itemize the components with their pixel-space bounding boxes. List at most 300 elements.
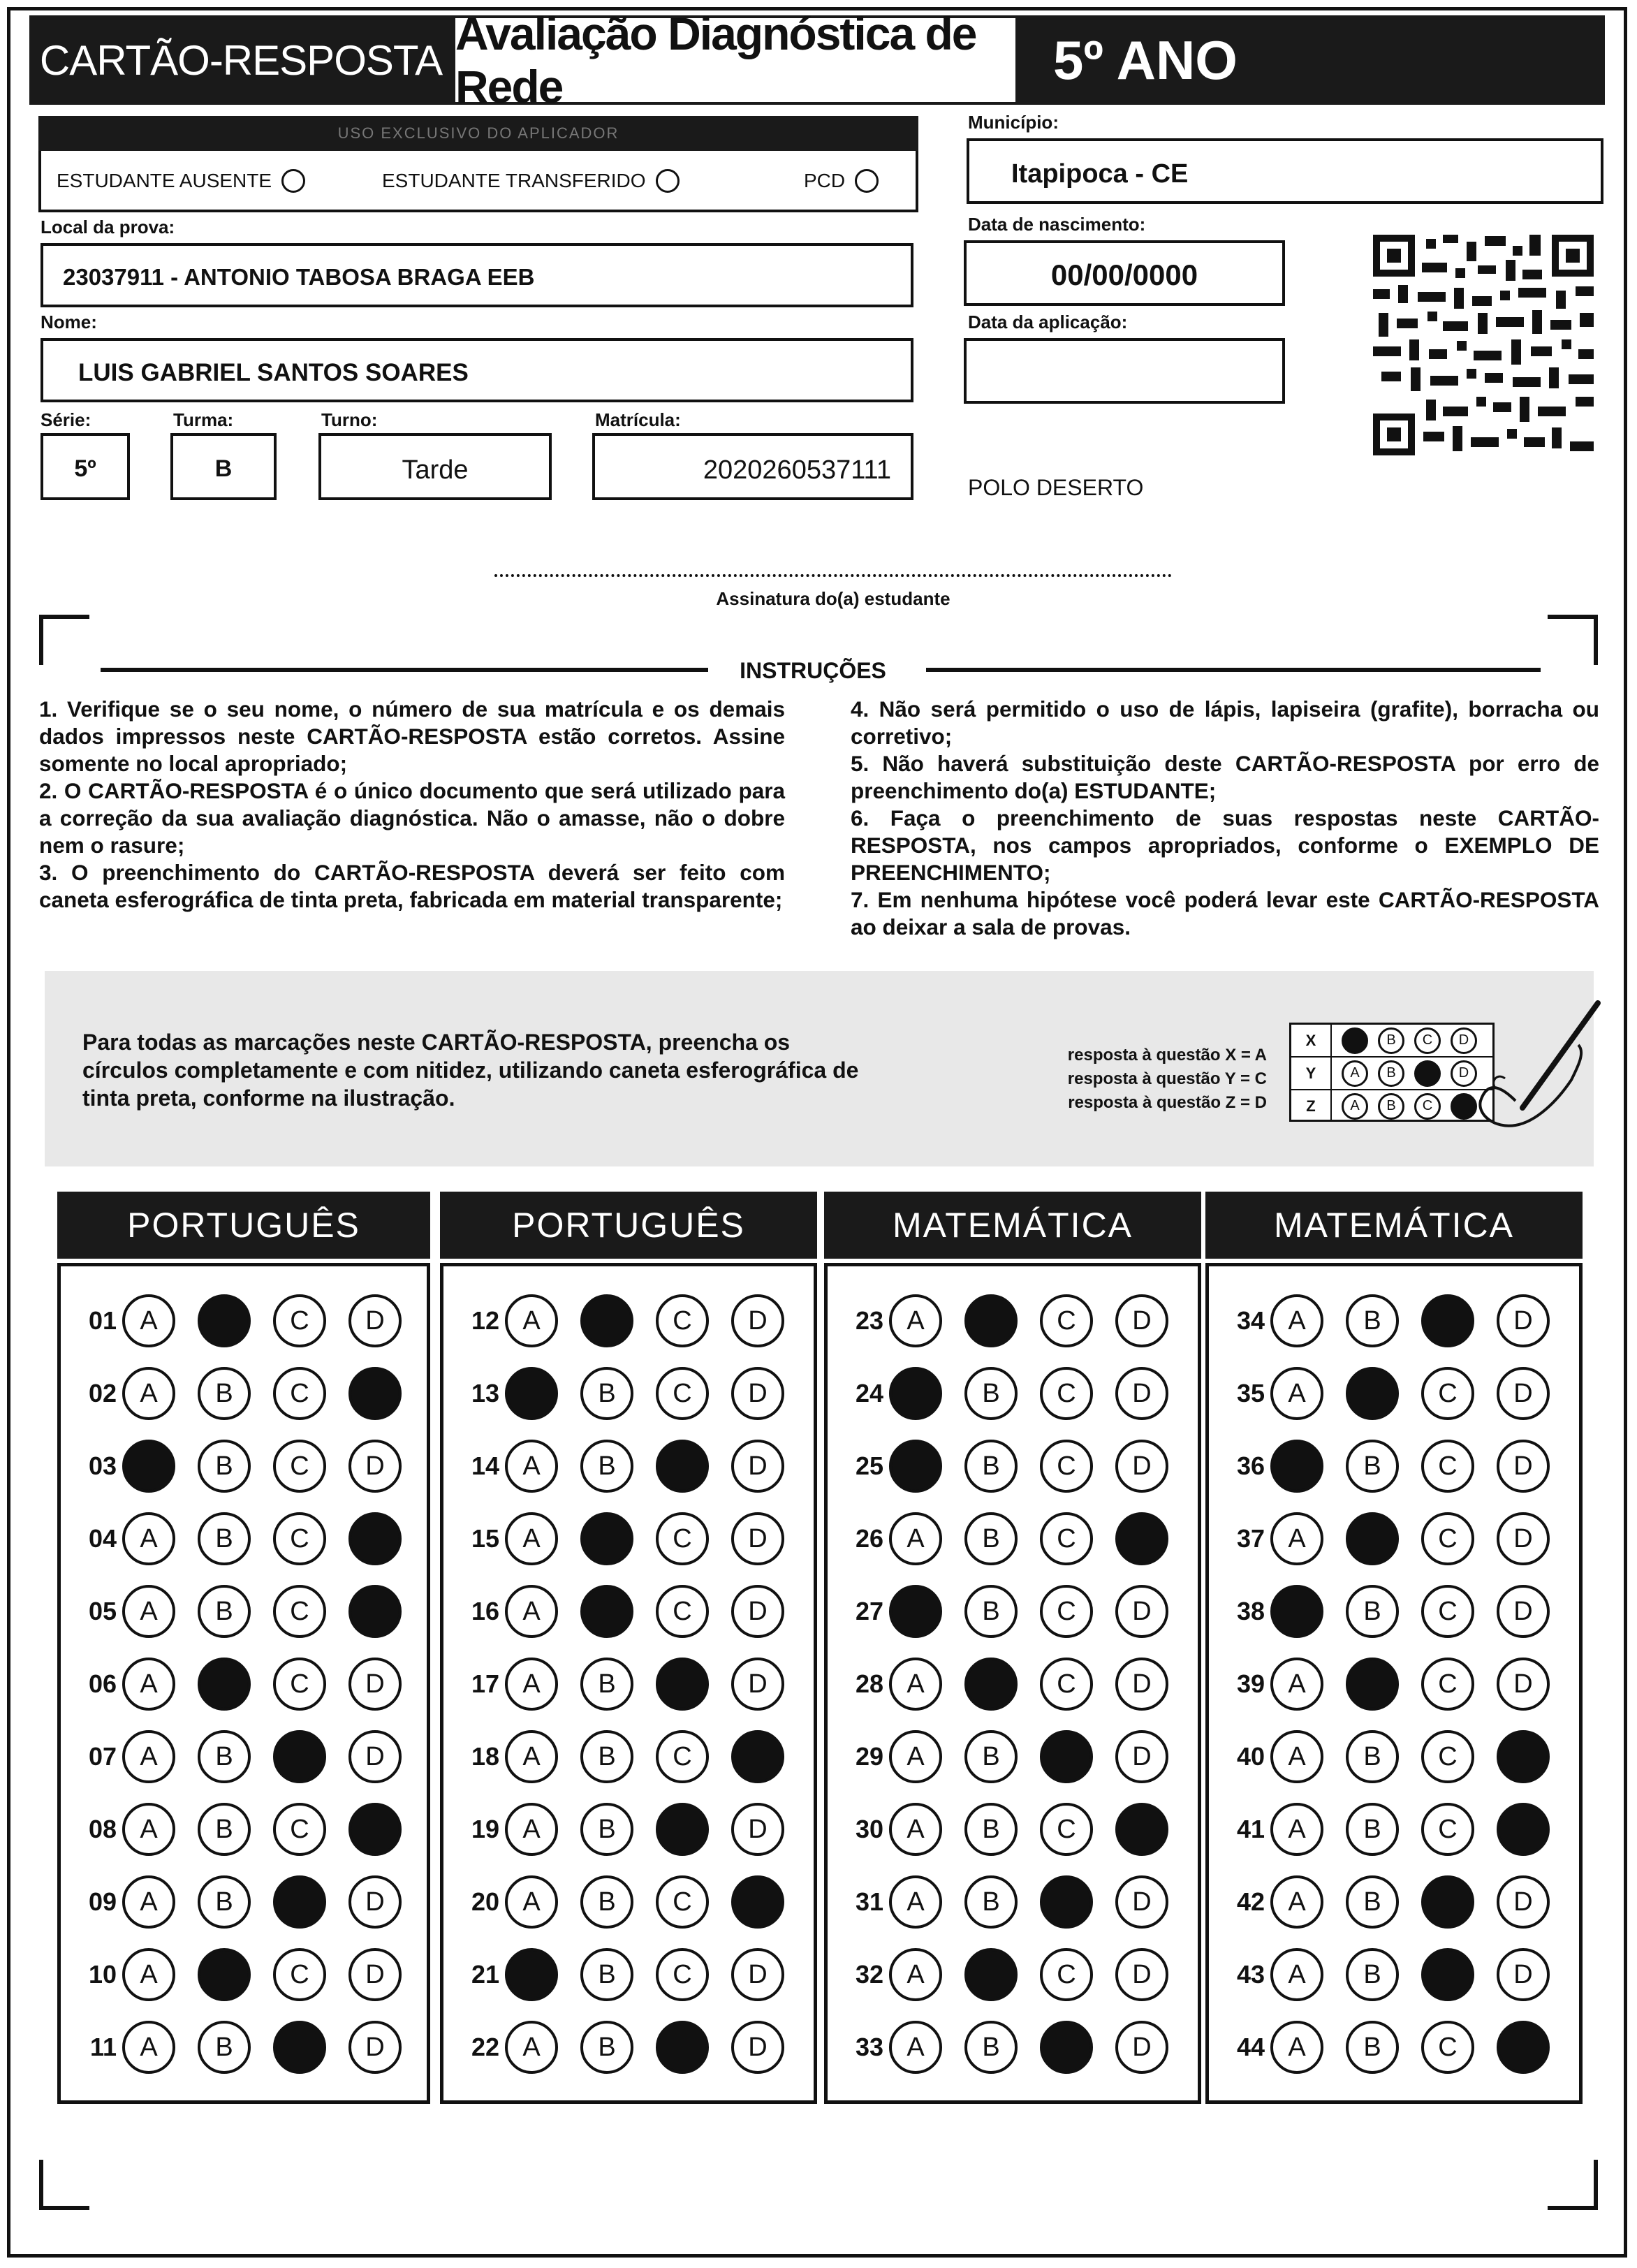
answer-bubble-b[interactable]: B [1346,1585,1399,1638]
answer-bubble-a[interactable]: A [505,2021,558,2074]
answer-bubble-c[interactable]: C [656,1512,709,1565]
answer-bubble-d[interactable]: D [731,1440,784,1493]
instruction-1: 1. Verifique se o seu nome, o número de sua matrícula e os demais dados impressos neste CARTÃO-RESPOSTA estão corretos. Assine somente no local apropriado; [39,696,785,776]
answer-bubble-b[interactable]: B [964,2021,1018,2074]
answer-bubble-d[interactable]: D [348,1294,402,1347]
answer-bubble-a[interactable]: A [122,1512,175,1565]
answer-bubble-a[interactable] [505,1948,558,2001]
answer-bubble-c[interactable]: C [1421,2021,1474,2074]
answer-bubble-b[interactable]: B [580,2021,633,2074]
answer-bubble-a[interactable] [1270,1440,1323,1493]
answer-bubble-b[interactable]: B [198,1730,251,1783]
answer-bubble-b[interactable]: B [1346,2021,1399,2074]
answer-bubble-c[interactable]: C [273,1803,326,1856]
answer-bubble-a[interactable]: A [889,1730,942,1783]
question-row [453,1948,784,2001]
answer-bubble-b[interactable] [198,1658,251,1711]
answer-bubble-d[interactable] [348,1803,402,1856]
municipio-field [967,138,1603,204]
answer-bubble-b[interactable] [964,1948,1018,2001]
instruction-7: 7. Em nenhuma hipótese você poderá levar este CARTÃO-RESPOSTA ao deixar a sala de provas. [851,887,1599,939]
question-number: 42 [1236,1887,1265,1916]
example-bubble: A [1342,1093,1368,1120]
answer-bubble-a[interactable]: A [122,1948,175,2001]
answer-bubble-a[interactable]: A [1270,1730,1323,1783]
nascimento-value: 00/00/0000 [1050,258,1198,291]
answer-bubble-d[interactable]: D [1115,1585,1168,1638]
answer-bubble-a[interactable]: A [1270,2021,1323,2074]
answer-bubble-b[interactable]: B [1346,1803,1399,1856]
answer-bubble-d[interactable]: D [1115,1440,1168,1493]
answer-bubble-b[interactable]: B [198,1803,251,1856]
answer-bubble-d[interactable]: D [348,1875,402,1929]
pcd-circle[interactable] [855,169,879,193]
answer-bubble-a[interactable]: A [505,1730,558,1783]
answer-bubble-a[interactable]: A [122,1294,175,1347]
corner-mark-bl [39,2160,89,2210]
answer-bubble-a[interactable]: A [505,1803,558,1856]
answer-bubble-b[interactable]: B [580,1803,633,1856]
answer-bubble-a[interactable]: A [122,1585,175,1638]
aplicacao-field[interactable] [964,338,1285,404]
answer-bubble-d[interactable] [1497,1803,1550,1856]
instructions-rule-right [926,668,1541,672]
answer-bubble-c[interactable] [1040,1730,1093,1783]
question-row [1219,1294,1550,1347]
answer-bubble-d[interactable] [731,1875,784,1929]
answer-bubble-d[interactable] [1115,1803,1168,1856]
instructions-title: INSTRUÇÕES [740,658,886,683]
answer-bubble-a[interactable]: A [505,1585,558,1638]
question-row [71,1512,402,1565]
answer-bubble-b[interactable]: B [964,1512,1018,1565]
example-row [1291,1058,1492,1090]
answer-bubble-c[interactable]: C [273,1367,326,1420]
answer-bubble-c[interactable]: C [1040,1294,1093,1347]
answer-bubble-a[interactable] [122,1440,175,1493]
answer-bubble-b[interactable] [1346,1512,1399,1565]
answer-bubble-c[interactable]: C [273,1440,326,1493]
answer-bubble-a[interactable]: A [889,1803,942,1856]
answer-bubble-d[interactable]: D [348,1658,402,1711]
example-legend [1006,1044,1267,1115]
answer-bubble-a[interactable]: A [1270,1294,1323,1347]
answer-bubble-a[interactable]: A [1270,1948,1323,2001]
answer-bubble-d[interactable] [731,1730,784,1783]
answer-bubble-c[interactable]: C [1421,1585,1474,1638]
example-bubble [1414,1060,1441,1087]
question-row [837,2021,1168,2074]
answer-bubble-c[interactable]: C [1040,1512,1093,1565]
question-row [453,1803,784,1856]
transferred-option[interactable] [382,169,680,193]
question-row [837,1512,1168,1565]
answer-bubble-a[interactable]: A [505,1294,558,1347]
question-number: 25 [855,1451,883,1480]
answer-bubble-c[interactable]: C [1040,1440,1093,1493]
question-number: 39 [1236,1669,1265,1698]
answer-bubble-a[interactable]: A [1270,1658,1323,1711]
question-row [71,1367,402,1420]
question-row [453,1875,784,1929]
answer-bubble-d[interactable] [348,1367,402,1420]
question-number: 31 [855,1887,883,1916]
answer-bubble-a[interactable]: A [889,2021,942,2074]
answer-bubble-a[interactable] [889,1440,942,1493]
answer-bubble-c[interactable]: C [656,1294,709,1347]
answer-bubble-c[interactable]: C [1040,1585,1093,1638]
answer-bubble-a[interactable]: A [1270,1367,1323,1420]
answer-bubble-d[interactable] [1497,1730,1550,1783]
answer-bubble-d[interactable]: D [731,1658,784,1711]
answer-bubble-b[interactable]: B [580,1658,633,1711]
instructions-right [851,696,1599,941]
question-number: 18 [471,1742,499,1771]
question-number: 20 [471,1887,499,1916]
answer-bubble-c[interactable] [1421,1875,1474,1929]
answer-bubble-d[interactable]: D [1115,1367,1168,1420]
answer-bubble-b[interactable]: B [198,1585,251,1638]
signature-line [494,574,1172,577]
absent-label: ESTUDANTE AUSENTE [57,170,272,191]
question-row [1219,1440,1550,1493]
section-header: PORTUGUÊS [440,1192,817,1259]
answer-bubble-c[interactable]: C [273,1294,326,1347]
question-number: 40 [1236,1742,1265,1771]
answer-bubble-c[interactable] [656,2021,709,2074]
answer-bubble-b[interactable]: B [580,1948,633,2001]
answer-bubble-c[interactable]: C [1421,1730,1474,1783]
local-value: 23037911 - ANTONIO TABOSA BRAGA EEB [63,264,535,290]
answer-bubble-d[interactable]: D [1115,1948,1168,2001]
answer-bubble-d[interactable] [348,1585,402,1638]
answer-bubble-b[interactable]: B [1346,1875,1399,1929]
question-row [837,1294,1168,1347]
answer-bubble-d[interactable]: D [1115,1730,1168,1783]
question-number: 38 [1236,1597,1265,1625]
answer-bubble-b[interactable] [964,1658,1018,1711]
answer-bubble-d[interactable]: D [731,1948,784,2001]
answer-bubble-d[interactable]: D [1497,1875,1550,1929]
answer-bubble-b[interactable]: B [580,1875,633,1929]
answer-bubble-d[interactable]: D [348,1730,402,1783]
answer-bubble-d[interactable]: D [1497,1948,1550,2001]
transferred-label: ESTUDANTE TRANSFERIDO [382,170,646,191]
answer-bubble-b[interactable] [1346,1658,1399,1711]
answer-bubble-a[interactable]: A [122,1875,175,1929]
question-number: 05 [88,1597,117,1625]
section-header: MATEMÁTICA [824,1192,1201,1259]
turno-label: Turno: [321,409,378,430]
absent-circle[interactable] [281,169,305,193]
question-number: 35 [1236,1379,1265,1407]
question-row [453,1585,784,1638]
turma-label: Turma: [173,409,234,430]
answer-bubble-b[interactable] [580,1512,633,1565]
answer-bubble-a[interactable]: A [122,1658,175,1711]
evaluation-title: Avaliação Diagnóstica de Rede [453,15,1018,105]
answer-bubble-d[interactable]: D [1115,1875,1168,1929]
question-row [71,1585,402,1638]
answer-bubble-c[interactable] [656,1803,709,1856]
answer-bubble-c[interactable]: C [1421,1367,1474,1420]
pcd-label: PCD [804,170,846,191]
answer-bubble-b[interactable]: B [198,2021,251,2074]
answer-bubble-b[interactable]: B [198,1367,251,1420]
answer-bubble-d[interactable]: D [731,1512,784,1565]
answer-bubble-c[interactable]: C [273,1512,326,1565]
answer-bubble-b[interactable]: B [964,1585,1018,1638]
answer-bubble-b[interactable] [198,1294,251,1347]
question-row [1219,2021,1550,2074]
answer-bubble-c[interactable]: C [656,1730,709,1783]
municipio-value: Itapipoca - CE [1011,159,1189,189]
nome-value: LUIS GABRIEL SANTOS SOARES [78,359,469,386]
instruction-3: 3. O preenchimento do CARTÃO-RESPOSTA deverá ser feito com caneta esferográfica de tinta preta, fabricada em material transparente; [39,860,785,912]
answer-bubble-c[interactable] [273,2021,326,2074]
question-number: 29 [855,1742,883,1771]
answer-bubble-d[interactable]: D [1497,1658,1550,1711]
answer-bubble-b[interactable]: B [580,1367,633,1420]
answer-bubble-a[interactable] [505,1367,558,1420]
answer-bubble-c[interactable] [1421,1948,1474,2001]
question-number: 07 [88,1742,117,1771]
signature-label: Assinatura do(a) estudante [716,588,950,609]
answer-bubble-b[interactable]: B [964,1730,1018,1783]
question-number: 23 [855,1306,883,1335]
answer-bubble-c[interactable] [273,1875,326,1929]
answer-bubble-d[interactable]: D [731,1367,784,1420]
question-number: 33 [855,2033,883,2061]
instructions-rule-left [101,668,708,672]
example-bubble: A [1342,1060,1368,1087]
question-number: 06 [88,1669,117,1698]
answer-bubble-c[interactable]: C [273,1948,326,2001]
answer-bubble-a[interactable]: A [505,1658,558,1711]
answer-bubble-d[interactable] [1115,1512,1168,1565]
question-number: 12 [471,1306,499,1335]
corner-mark-tr [1548,615,1598,665]
question-number: 26 [855,1524,883,1553]
answer-bubble-c[interactable]: C [273,1585,326,1638]
question-row [71,1875,402,1929]
instruction-2: 2. O CARTÃO-RESPOSTA é o único documento que será utilizado para a correção da sua avaliação diagnóstica. Não o amasse, não o dobre nem o rasure; [39,778,785,858]
answer-bubble-b[interactable]: B [964,1803,1018,1856]
absent-option[interactable] [57,169,305,193]
question-number: 22 [471,2033,499,2061]
answer-bubble-b[interactable]: B [580,1440,633,1493]
answer-bubble-a[interactable]: A [889,1294,942,1347]
example-bubble: B [1378,1093,1404,1120]
answer-bubble-c[interactable]: C [1040,1367,1093,1420]
question-number: 01 [88,1306,117,1335]
corner-mark-br [1548,2160,1598,2210]
answer-bubble-b[interactable] [198,1948,251,2001]
instructions-left [39,696,785,914]
question-row [837,1803,1168,1856]
local-field [41,243,913,307]
answer-bubble-c[interactable] [1421,1294,1474,1347]
question-row [837,1440,1168,1493]
aplicacao-label: Data da aplicação: [968,312,1128,332]
answer-bubble-a[interactable]: A [1270,1875,1323,1929]
example-row [1291,1025,1492,1058]
qr-code [1373,235,1594,455]
answer-bubble-a[interactable]: A [889,1512,942,1565]
question-row [453,2021,784,2074]
question-row [1219,1730,1550,1783]
answer-bubble-b[interactable] [580,1585,633,1638]
answer-bubble-d[interactable]: D [731,1294,784,1347]
answer-bubble-b[interactable]: B [198,1440,251,1493]
card-title: CARTÃO-RESPOSTA [29,15,453,105]
question-row [1219,1585,1550,1638]
question-row [837,1367,1168,1420]
section-header: MATEMÁTICA [1205,1192,1583,1259]
municipio-label: Município: [968,112,1059,133]
answer-bubble-a[interactable] [1270,1585,1323,1638]
answer-bubble-b[interactable]: B [1346,1730,1399,1783]
applicator-box [38,151,918,212]
answer-bubble-d[interactable]: D [1497,1585,1550,1638]
hand-pen-icon [1474,996,1606,1136]
question-number: 44 [1236,2033,1265,2061]
answer-bubble-b[interactable]: B [964,1875,1018,1929]
nascimento-field [964,240,1285,306]
answer-bubble-a[interactable]: A [1270,1512,1323,1565]
answer-bubble-c[interactable] [1040,2021,1093,2074]
answer-bubble-c[interactable]: C [656,1875,709,1929]
answer-bubble-c[interactable]: C [1421,1512,1474,1565]
answer-bubble-d[interactable]: D [1115,1658,1168,1711]
example-bubble [1342,1027,1368,1054]
answer-bubble-c[interactable]: C [656,1367,709,1420]
answer-bubble-c[interactable]: C [1040,1658,1093,1711]
answer-bubble-c[interactable] [656,1440,709,1493]
answer-bubble-d[interactable]: D [731,1803,784,1856]
question-row [1219,1658,1550,1711]
answer-bubble-d[interactable]: D [731,2021,784,2074]
example-legend-x: resposta à questão X = A [1067,1046,1267,1065]
answer-bubble-a[interactable]: A [122,1803,175,1856]
answer-bubble-a[interactable]: A [505,1512,558,1565]
answer-bubble-c[interactable] [656,1658,709,1711]
answer-bubble-a[interactable]: A [122,2021,175,2074]
turma-field [170,433,277,500]
answer-bubble-d[interactable] [348,1512,402,1565]
pcd-option[interactable] [804,169,879,193]
answer-bubble-a[interactable]: A [889,1948,942,2001]
answer-bubble-d[interactable]: D [1497,1440,1550,1493]
answer-bubble-c[interactable]: C [273,1658,326,1711]
answer-bubble-a[interactable]: A [889,1658,942,1711]
answer-bubble-d[interactable]: D [1497,1367,1550,1420]
question-number: 08 [88,1815,117,1843]
example-bubble: B [1378,1060,1404,1087]
question-number: 16 [471,1597,499,1625]
answer-bubble-b[interactable]: B [1346,1294,1399,1347]
example-key: Y [1291,1058,1332,1089]
answer-bubble-c[interactable]: C [656,1948,709,2001]
answer-bubble-a[interactable]: A [1270,1803,1323,1856]
example-bubble: B [1378,1027,1404,1054]
answer-bubble-c[interactable]: C [656,1585,709,1638]
answer-bubble-d[interactable]: D [1497,1294,1550,1347]
answer-bubble-b[interactable] [580,1294,633,1347]
question-row [71,1948,402,2001]
answer-bubble-a[interactable]: A [889,1875,942,1929]
example-bubble: C [1414,1027,1441,1054]
question-row [71,1803,402,1856]
answer-bubble-d[interactable]: D [348,1440,402,1493]
question-number: 21 [471,1960,499,1989]
matricula-value: 2020260537111 [703,455,891,485]
question-number: 03 [88,1451,117,1480]
answer-column [440,1263,817,2104]
answer-bubble-b[interactable] [1346,1367,1399,1420]
answer-bubble-b[interactable]: B [580,1730,633,1783]
question-number: 37 [1236,1524,1265,1553]
answer-bubble-a[interactable]: A [505,1875,558,1929]
question-number: 43 [1236,1960,1265,1989]
answer-bubble-b[interactable]: B [198,1512,251,1565]
answer-bubble-d[interactable]: D [1115,2021,1168,2074]
example-grid [1289,1023,1495,1122]
answer-bubble-b[interactable] [964,1294,1018,1347]
instruction-4: 4. Não será permitido o uso de lápis, lapiseira (grafite), borracha ou corretivo; [851,696,1599,749]
grade-label: 5º ANO [1018,15,1605,105]
question-row [453,1512,784,1565]
matricula-field [592,433,913,500]
serie-value: 5º [74,455,96,482]
question-row [71,1440,402,1493]
answer-bubble-b[interactable]: B [1346,1440,1399,1493]
question-number: 13 [471,1379,499,1407]
answer-bubble-b[interactable]: B [964,1367,1018,1420]
answer-bubble-c[interactable]: C [1421,1658,1474,1711]
answer-bubble-c[interactable]: C [1040,1948,1093,2001]
answer-bubble-d[interactable]: D [348,2021,402,2074]
transferred-circle[interactable] [656,169,680,193]
answer-bubble-d[interactable]: D [1115,1294,1168,1347]
answer-bubble-c[interactable] [273,1730,326,1783]
answer-bubble-b[interactable]: B [964,1440,1018,1493]
answer-bubble-a[interactable] [889,1367,942,1420]
answer-bubble-d[interactable]: D [348,1948,402,2001]
question-row [1219,1367,1550,1420]
question-row [837,1948,1168,2001]
example-bubble: D [1451,1027,1477,1054]
answer-bubble-d[interactable]: D [1497,1512,1550,1565]
answer-bubble-c[interactable]: C [1421,1803,1474,1856]
turno-value: Tarde [402,455,469,485]
answer-bubble-a[interactable]: A [122,1367,175,1420]
question-number: 30 [855,1815,883,1843]
question-row [1219,1875,1550,1929]
answer-bubble-d[interactable] [1497,2021,1550,2074]
answer-bubble-c[interactable]: C [1421,1440,1474,1493]
answer-bubble-c[interactable] [1040,1875,1093,1929]
answer-bubble-a[interactable] [889,1585,942,1638]
answer-bubble-b[interactable]: B [1346,1948,1399,2001]
question-row [837,1730,1168,1783]
answer-bubble-c[interactable]: C [1040,1803,1093,1856]
nome-field [41,338,913,402]
answer-bubble-b[interactable]: B [198,1875,251,1929]
answer-bubble-d[interactable]: D [731,1585,784,1638]
answer-bubble-a[interactable]: A [505,1440,558,1493]
answer-bubble-a[interactable]: A [122,1730,175,1783]
